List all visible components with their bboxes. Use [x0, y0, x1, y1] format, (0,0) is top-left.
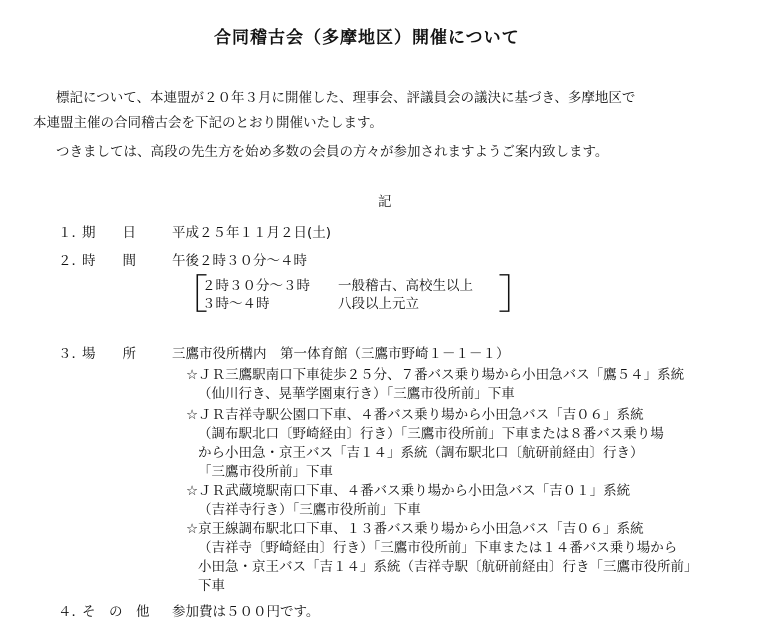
item-1-number: １． [58, 225, 85, 241]
session-2-desc: 八段以上元立 [338, 296, 419, 312]
direction-line: 小田急・京王バス「吉１４」系統（吉祥寺駅〔航研前経由〕行き「三鷹市役所前」 [198, 559, 698, 575]
direction-line: ☆京王線調布駅北口下車、１３番バス乗り場から小田急バス「吉０６」系統 [186, 521, 644, 537]
direction-line: （調布駅北口〔野崎経由〕行き）「三鷹市役所前」下車または８番バス乗り場 [198, 426, 664, 442]
direction-line: 下車 [198, 578, 225, 594]
right-bracket: ］ [498, 272, 538, 318]
item-3-label: 場 所 [82, 346, 136, 362]
item-1-label: 期 日 [82, 225, 136, 241]
session-1-desc: 一般稽古、高校生以上 [338, 278, 473, 294]
item-1-value: 平成２５年１１月２日(土) [172, 225, 332, 241]
direction-line: （吉祥寺行き）「三鷹市役所前」下車 [198, 502, 421, 518]
direction-line: ☆ＪＲ武蔵境駅南口下車、４番バス乗り場から小田急バス「吉０１」系統 [186, 483, 631, 499]
direction-line: ☆ＪＲ三鷹駅南口下車徒歩２５分、７番バス乗り場から小田急バス「鷹５４」系統 [186, 367, 685, 383]
session-2-time: ３時～４時 [202, 296, 270, 312]
session-1-time: ２時３０分～３時 [202, 278, 310, 294]
document-title: 合同稽古会（多摩地区）開催について [214, 28, 520, 48]
ki-heading: 記 [378, 194, 392, 210]
item-3-value: 三鷹市役所構内 第一体育館（三鷹市野崎１－１－１） [172, 346, 510, 362]
direction-line: （仙川行き、晃華学園東行き）「三鷹市役所前」下車 [198, 386, 515, 402]
item-3-number: ３． [58, 346, 85, 362]
left-bracket: ［ [168, 272, 208, 318]
intro-line-2: 本連盟主催の合同稽古会を下記のとおり開催いたします。 [33, 115, 383, 131]
item-4-value: 参加費は５００円です。 [172, 604, 320, 620]
direction-line: （吉祥寺〔野崎経由〕行き）「三鷹市役所前」下車または１４番バス乗り場から [198, 540, 678, 556]
direction-line: ☆ＪＲ吉祥寺駅公園口下車、４番バス乗り場から小田急バス「吉０６」系統 [186, 407, 644, 423]
item-4-number: ４． [58, 604, 85, 620]
item-2-label: 時 間 [82, 253, 136, 269]
direction-line: から小田急・京王バス「吉１４」系統（調布駅北口〔航研前経由〕行き） [198, 445, 644, 461]
item-2-value: 午後２時３０分～４時 [172, 253, 307, 269]
item-2-number: ２． [58, 253, 85, 269]
direction-line: 「三鷹市役所前」下車 [198, 464, 333, 480]
item-4-label: そ の 他 [82, 604, 150, 620]
intro-line-3: つきましては、高段の先生方を始め多数の会員の方々が参加されますようご案内致します。 [56, 144, 609, 160]
intro-line-1: 標記について、本連盟が２０年３月に開催した、理事会、評議員会の議決に基づき、多摩地区で [56, 90, 636, 106]
